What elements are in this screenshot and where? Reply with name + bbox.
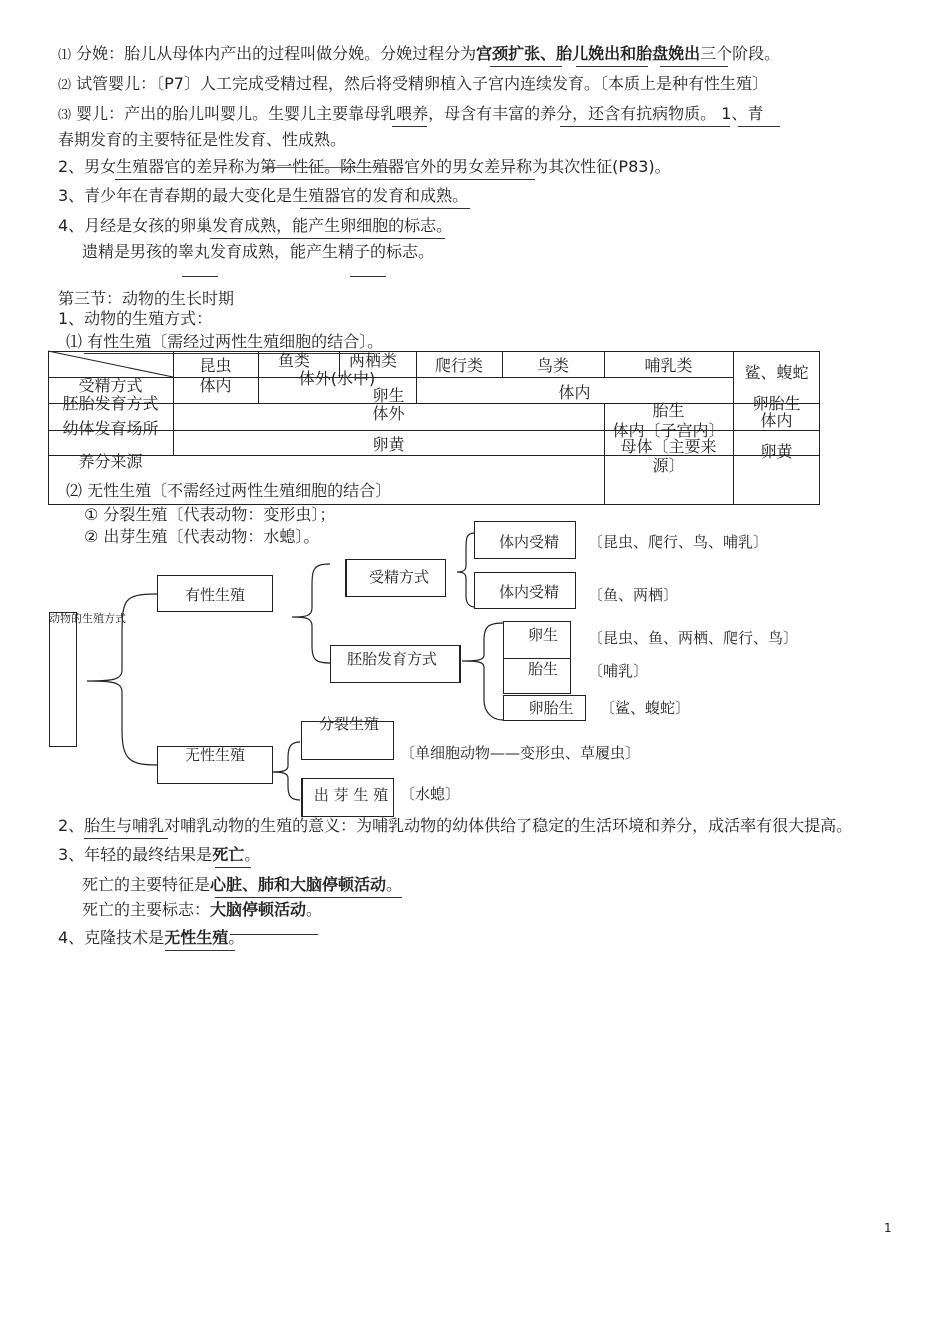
item-menstruation: 4、月经是女孩的卵巢发育成熟，能产生卵细胞的标志。 xyxy=(58,216,453,235)
cell-uterus: 体内〔子宫内〕 xyxy=(612,421,725,440)
para-number: ⑶ xyxy=(58,108,72,123)
diagram-internal1-label: 体内受精 xyxy=(498,533,559,551)
diagram-root-label: 动物的生殖方式 xyxy=(49,612,126,625)
diagram-embryo-label: 胚胎发育方式 xyxy=(346,650,437,668)
underline xyxy=(215,897,402,898)
para-text: 3、年轻的最终结果是 xyxy=(58,845,213,864)
para-text: 死亡的主要特征是 xyxy=(82,875,211,894)
para-aging xyxy=(58,845,260,865)
row-nutrition: 养分来源 xyxy=(78,452,143,471)
para-tail: 三个阶段。 xyxy=(700,44,781,63)
cell-viviparous: 胎生 xyxy=(652,401,685,420)
para-bold: 心脏、肺和大脑停顿活动 xyxy=(210,875,387,894)
item-sex-characteristics: 2、男女生殖器官的差异称为第一性征。除生殖器官外的男女差异称为其次性征(P83)。 xyxy=(58,157,671,176)
cell-internal: 体内 xyxy=(199,376,232,395)
para-death-feature xyxy=(82,875,402,895)
para-death-sign xyxy=(82,900,322,920)
item-spermatorrhea: 遗精是男孩的睾丸发育成熟，能产生精子的标志。 xyxy=(82,242,435,261)
page-number: 1 xyxy=(884,1221,892,1235)
para-number: ⑵ xyxy=(58,78,72,93)
para-bold: 无性生殖 xyxy=(164,928,229,947)
diagram-note-internal2: 〔鱼、两栖〕 xyxy=(588,586,679,604)
row-juvenile: 幼体发育场所 xyxy=(62,419,159,438)
col-insect: 昆虫 xyxy=(199,356,232,375)
underline xyxy=(215,867,251,868)
cell-external: 体外 xyxy=(372,404,405,423)
cell-yolk-2: 卵黄 xyxy=(760,442,793,461)
underline xyxy=(230,934,318,935)
diagram-note-ovi: 〔昆虫、鱼、两栖、爬行、鸟〕 xyxy=(588,629,799,647)
para-number: ⑴ xyxy=(58,48,72,63)
diagram-sexual-label: 有性生殖 xyxy=(184,586,245,604)
item-puberty-change: 3、青少年在青春期的最大变化是生殖器官的发育和成熟。 xyxy=(58,186,469,205)
para-text: 死亡的主要标志： xyxy=(82,900,211,919)
diagram-note-fission: 〔单细胞动物——变形虫、草履虫〕 xyxy=(400,744,641,762)
col-bird: 鸟类 xyxy=(536,356,569,375)
col-fish: 鱼类 xyxy=(277,351,310,370)
para-tail: 。 xyxy=(306,900,323,919)
diagram-note-budding: 〔水螅〕 xyxy=(400,785,461,803)
section-title: 第三节：动物的生长时期 xyxy=(58,289,235,308)
col-mammal: 哺乳类 xyxy=(644,356,693,375)
cell-internal-3: 体内 xyxy=(760,411,793,430)
para-cloning xyxy=(58,928,244,948)
row-fertilization: 受精方式 xyxy=(78,376,143,395)
diagram-internal2-label: 体内受精 xyxy=(498,583,559,601)
diagram-note-vivi: 〔哺乳〕 xyxy=(588,662,649,680)
para-bold: 宫颈扩张、胎儿娩出和胎盘娩出 xyxy=(476,44,701,63)
para-text: 4、克隆技术是 xyxy=(58,928,165,947)
asexual-fission: ① 分裂生殖〔代表动物：变形虫〕； xyxy=(84,505,336,524)
para-infant-line2: 春期发育的主要特征是性发育、性成熟。 xyxy=(58,130,347,149)
cell-mother-2: 源〕 xyxy=(652,456,685,475)
underline xyxy=(165,950,235,951)
diagram-note-internal1: 〔昆虫、爬行、鸟、哺乳〕 xyxy=(588,533,769,551)
cell-mother: 母体〔主要来 xyxy=(620,437,717,456)
asexual-reproduction-heading: ⑵ 无性生殖〔不需经过两性生殖细胞的结合〕 xyxy=(66,481,392,500)
row-embryo: 胚胎发育方式 xyxy=(62,394,159,413)
para-bold: 死亡 xyxy=(212,845,245,864)
para-tail: 。 xyxy=(244,845,261,864)
diagram-note-ovovivi: 〔鲨、蝮蛇〕 xyxy=(600,699,691,717)
diagram-fission-label: 分裂生殖 xyxy=(318,715,379,733)
col-amphibian: 两栖类 xyxy=(348,351,397,370)
col-reptile: 爬行类 xyxy=(434,356,483,375)
diagram-ovovivi-label: 卵胎生 xyxy=(528,699,574,717)
cell-internal-2: 体内 xyxy=(558,383,591,402)
subsection-title: 1、动物的生殖方式： xyxy=(58,309,213,328)
cell-external-water: 体外(水中) xyxy=(298,369,376,388)
sexual-reproduction-heading: ⑴ 有性生殖〔需经过两性生殖细胞的结合〕。 xyxy=(66,332,384,351)
diagram-ovi-label: 卵生 xyxy=(527,626,558,644)
col-shark-viper: 鲨、蝮蛇 xyxy=(744,363,809,382)
diagram-vivi-label: 胎生 xyxy=(527,660,558,678)
para-tail: 。 xyxy=(228,928,245,947)
underline xyxy=(84,838,168,839)
diagram-asexual-label: 无性生殖 xyxy=(184,746,245,764)
para-text: 试管婴儿：〔P7〕人工完成受精过程，然后将受精卵植入子宫内连续发育。〔本质上是种有性生殖〕 xyxy=(76,74,768,93)
para-tail: 。 xyxy=(386,875,403,894)
diagram-fert-label: 受精方式 xyxy=(368,568,429,586)
para-viviparity-significance: 2、胎生与哺乳对哺乳动物的生殖的意义：为哺乳动物的幼体供给了稳定的生活环境和养分，成活率有很大提高。 xyxy=(58,816,853,835)
para-text: 婴儿：产出的胎儿叫婴儿。生婴儿主要靠母乳喂养，母含有丰富的养分，还含有抗病物质。 1、青 xyxy=(76,104,764,123)
para-bold: 大脑停顿活动 xyxy=(210,900,307,919)
asexual-budding: ② 出芽生殖〔代表动物：水螅〕。 xyxy=(84,527,320,546)
cell-yolk: 卵黄 xyxy=(372,435,405,454)
para-text: 分娩：胎儿从母体内产出的过程叫做分娩。分娩过程分为 xyxy=(76,44,477,63)
cell-oviparous: 卵生 xyxy=(372,386,405,405)
diagram-budding-label: 出 芽 生 殖 xyxy=(313,786,389,804)
cell-ovoviviparous: 卵胎生 xyxy=(752,394,801,413)
